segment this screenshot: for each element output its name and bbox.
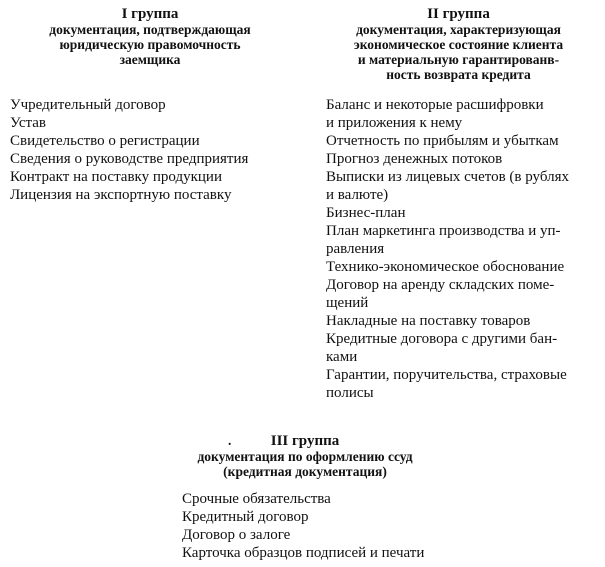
- document-item-text: Технико-экономическое обоснование: [326, 259, 565, 275]
- group-1-heading: [0, 6, 300, 67]
- document-list-item: [10, 150, 302, 168]
- group-2-subtitle-line: и материальную гарантированв-: [357, 52, 560, 67]
- document-item-text: равления: [326, 241, 385, 257]
- document-list-item: [326, 276, 605, 312]
- group-3-document-list: [182, 490, 482, 562]
- document-item-text: Лицензия на экспортную поставку: [10, 187, 232, 203]
- group-3-subtitle-line: документация по оформлению ссуд: [197, 449, 413, 464]
- document-list-item: [182, 508, 482, 526]
- document-item-text: План маркетинга производства и уп-: [326, 223, 561, 239]
- document-item-text: Договор о залоге: [182, 527, 291, 543]
- document-item-text: Сведения о руководстве предприятия: [10, 151, 249, 167]
- document-item-text: Контракт на поставку продукции: [10, 169, 222, 185]
- document-item-text: Баланс и некоторые расшифровки: [326, 97, 544, 113]
- group-3-subtitle-line: (кредитная документация): [223, 464, 387, 479]
- group-2-document-list: [326, 96, 605, 402]
- group-1-subtitle-line: заемщика: [119, 52, 181, 67]
- document-list-item: [326, 222, 605, 258]
- group-1-title: I группа: [121, 6, 179, 22]
- document-item-text: Прогноз денежных потоков: [326, 151, 503, 167]
- document-list-item: [10, 114, 302, 132]
- document-list-item: [326, 96, 605, 132]
- document-list-item: [326, 168, 605, 204]
- document-list-item: [326, 366, 605, 402]
- document-list-item: [10, 132, 302, 150]
- document-item-text: Бизнес-план: [326, 205, 406, 221]
- document-list-item: [10, 186, 302, 204]
- document-list-item: [326, 132, 605, 150]
- stray-dot: .: [228, 433, 232, 448]
- group-1-subtitle-line: документация, подтверждающая: [49, 22, 251, 37]
- document-list-item: [326, 150, 605, 168]
- document-item-text: Кредитный договор: [182, 509, 309, 525]
- document-item-text: Срочные обязательства: [182, 491, 331, 507]
- group-2-subtitle-line: документация, характеризующая: [356, 22, 561, 37]
- document-item-text: и приложения к нему: [326, 115, 463, 131]
- group-1-document-list: [10, 96, 302, 204]
- document-item-text: ками: [326, 349, 358, 365]
- document-list-item: [326, 330, 605, 366]
- document-item-text: Кредитные договора с другими бан-: [326, 331, 558, 347]
- document-item-text: Устав: [10, 115, 46, 131]
- group-2-subtitle-line: ность возврата кредита: [386, 67, 531, 82]
- document-list-item: [10, 96, 302, 114]
- document-list-item: [182, 526, 482, 544]
- group-1-subtitle-line: юридическую правомочность: [59, 37, 241, 52]
- document-item-text: Договор на аренду складских поме-: [326, 277, 555, 293]
- document-list-item: [326, 204, 605, 222]
- document-list-item: [10, 168, 302, 186]
- document-item-text: щений: [326, 295, 369, 311]
- group-2-subtitle-line: экономическое состояние клиента: [353, 37, 564, 52]
- document-item-text: Накладные на поставку товаров: [326, 313, 531, 329]
- document-list-item: [182, 544, 482, 562]
- group-2-heading: [312, 6, 605, 82]
- group-3-title: III группа: [270, 433, 340, 449]
- document-list-item: [326, 258, 605, 276]
- document-list-item: [182, 490, 482, 508]
- document-item-text: Отчетность по прибылям и убыткам: [326, 133, 559, 149]
- group-2-title: II группа: [427, 6, 490, 22]
- document-item-text: Свидетельство о регистрации: [10, 133, 200, 149]
- document-item-text: Учредительный договор: [10, 97, 166, 113]
- document-list-item: [326, 312, 605, 330]
- document-item-text: Выписки из лицевых счетов (в рублях: [326, 169, 569, 185]
- document-item-text: и валюте): [326, 187, 389, 203]
- group-3-heading: [160, 433, 450, 479]
- document-item-text: Гарантии, поручительства, страховые: [326, 367, 567, 383]
- document-item-text: Карточка образцов подписей и печати: [182, 545, 425, 561]
- document-item-text: полисы: [326, 385, 374, 401]
